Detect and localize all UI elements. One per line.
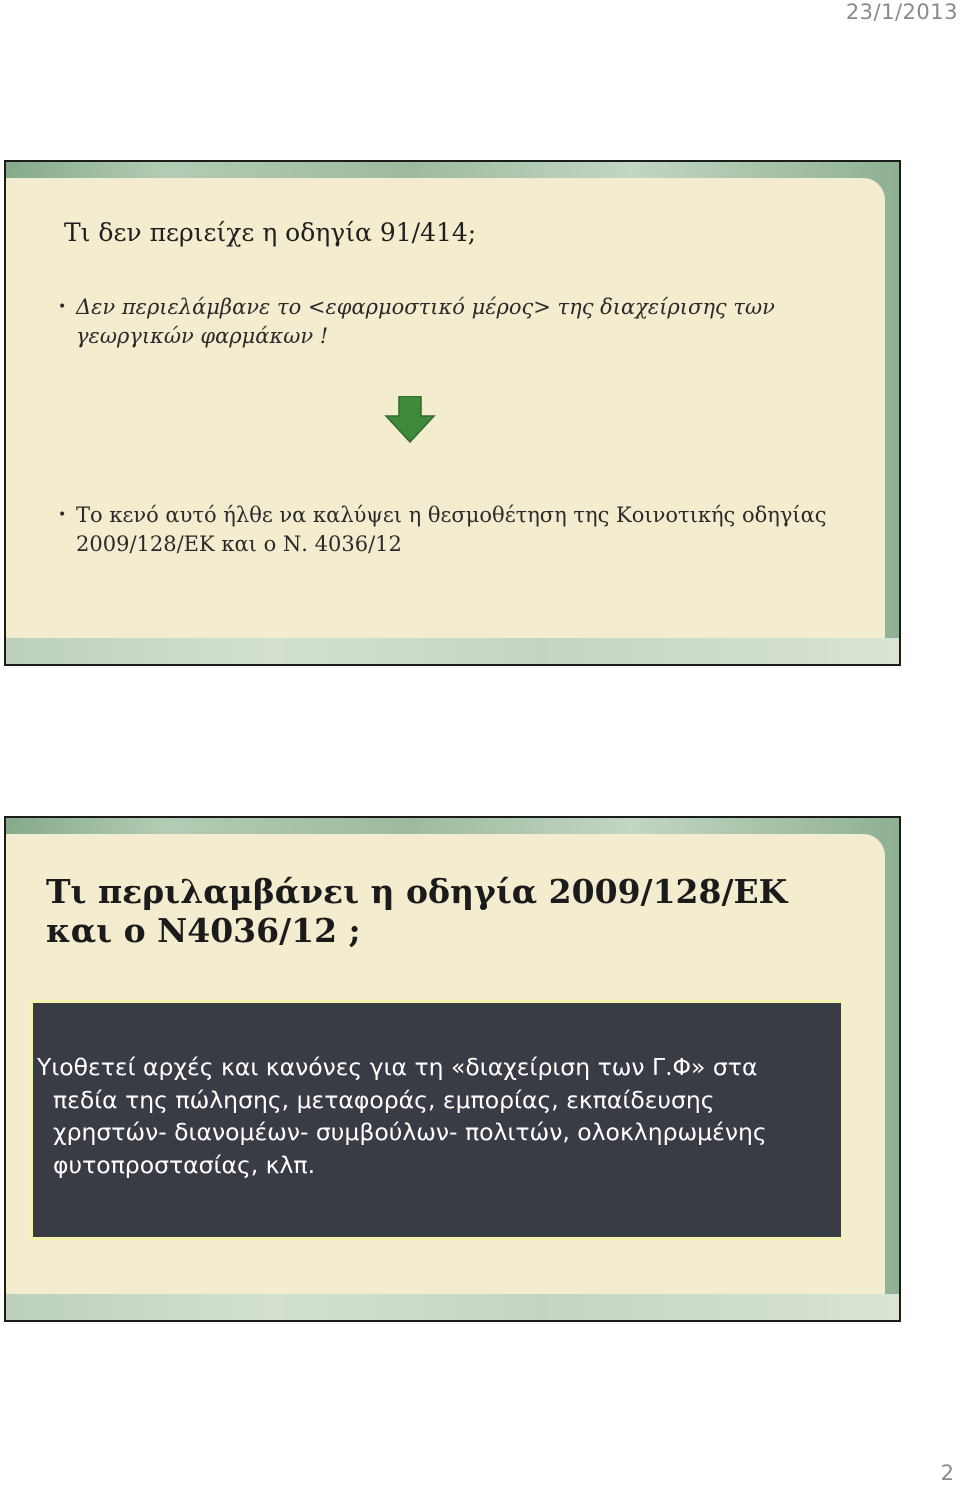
slide-1-title: Τι δεν περιείχε η οδηγία 91/414; (64, 218, 477, 247)
content-box-text (37, 1051, 843, 1181)
down-arrow-icon (384, 396, 436, 444)
slide-2-footer-band (6, 1294, 899, 1320)
slide-1-bullet-1 (58, 293, 836, 351)
content-box-line-2: πεδία της πώλησης, μεταφοράς, εμπορίας, εκπαίδευσης (53, 1085, 715, 1114)
slide-2-panel (6, 834, 885, 1294)
slide-1-bullet-1-text: Δεν περιελάμβανε το <εφαρμοστικό μέρος> της διαχείρισης των γεωργικών φαρμάκων ! (76, 295, 775, 348)
slide-2 (4, 816, 901, 1322)
slide-1-bullet-2 (58, 501, 836, 559)
slide-1-panel (6, 178, 885, 638)
slide-1 (4, 160, 901, 666)
content-box (30, 1000, 844, 1240)
content-box-line-1: Υιοθετεί αρχές και κανόνες για τη «διαχείριση των Γ.Φ» στα (37, 1053, 758, 1081)
date-label: 23/1/2013 (845, 0, 958, 24)
slide-1-footer-band (6, 638, 899, 664)
slide-1-bullet-2-text: Το κενό αυτό ήλθε να καλύψει η θεσμοθέτηση της Κοινοτικής οδηγίας 2009/128/ΕΚ και ο Ν. 4036/12 (76, 503, 827, 556)
slide-2-title: Τι περιλαμβάνει η οδηγία 2009/128/ΕΚ και ο Ν4036/12 ; (46, 872, 788, 950)
bullet-dot-icon: • (58, 507, 67, 523)
bullet-dot-icon: • (58, 299, 67, 315)
page-number: 2 (940, 1461, 954, 1485)
content-box-line-4: φυτοπροστασίας, κλπ. (53, 1150, 316, 1179)
content-box-line-3: χρηστών- διανομέων- συμβούλων- πολιτών, ολοκληρωμένης (53, 1118, 767, 1146)
